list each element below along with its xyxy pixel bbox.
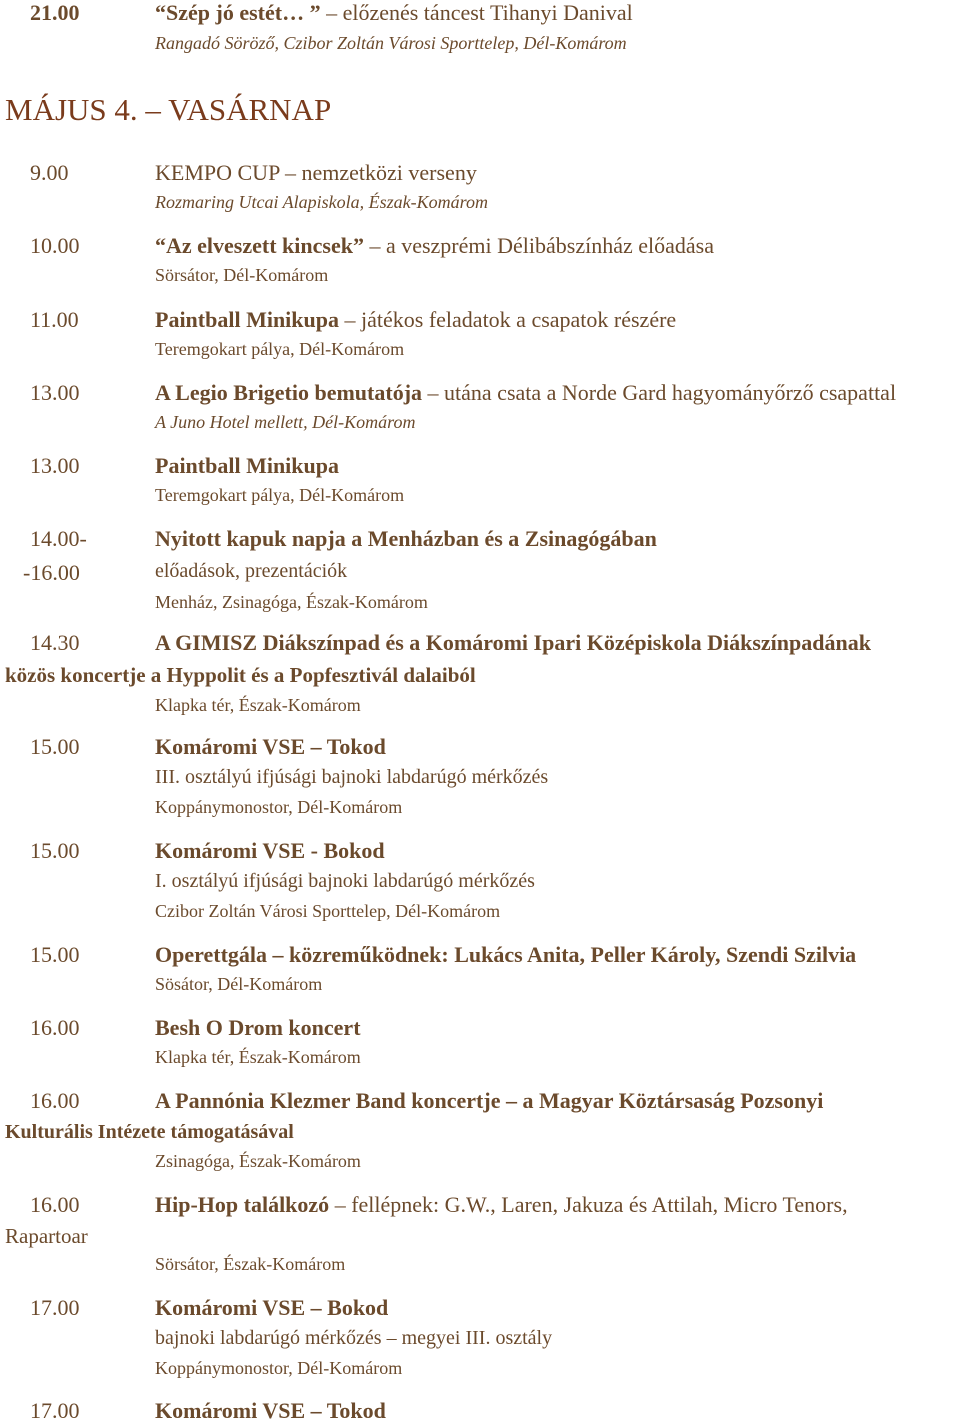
event-time: 16.00 <box>30 1088 80 1113</box>
event-time: 13.00 <box>30 453 80 478</box>
event-location: Rangadó Söröző, Czibor Zoltán Városi Sporttelep, Dél-Komárom <box>155 33 627 53</box>
event-title <box>155 1192 848 1218</box>
event-subtitle: előadások, prezentációk <box>155 560 348 582</box>
event-time: 21.00 <box>30 0 80 25</box>
event-title: Nyitott kapuk napja a Menházban és a Zsinagógában <box>155 526 657 551</box>
event-title <box>155 233 714 259</box>
event-time: 9.00 <box>30 160 69 185</box>
event-location: Rozmaring Utcai Alapiskola, Észak-Komárom <box>155 192 488 212</box>
event-title: A Pannónia Klezmer Band koncertje – a Magyar Köztársaság Pozsonyi <box>155 1088 824 1113</box>
event-title: Paintball Minikupa <box>155 453 340 478</box>
event-title: Komáromi VSE - Bokod <box>155 838 385 863</box>
event-location: Sörsátor, Dél-Komárom <box>155 265 329 285</box>
event-title: Komáromi VSE – Bokod <box>155 1295 389 1320</box>
event-title: Besh O Drom koncert <box>155 1015 361 1040</box>
event-time-end: -16.00 <box>23 560 80 585</box>
event-subtitle: I. osztályú ifjúsági bajnoki labdarúgó mérkőzés <box>155 870 535 892</box>
event-title <box>155 380 896 406</box>
event-location: Czibor Zoltán Városi Sporttelep, Dél-Komárom <box>155 901 501 921</box>
event-time: 14.30 <box>30 630 80 655</box>
event-location: Koppánymonostor, Dél-Komárom <box>155 797 403 817</box>
event-title-bold: Hip-Hop találkozó <box>155 1192 330 1217</box>
event-title-rest: – fellépnek: G.W., Laren, Jakuza és Attilah, Micro Tenors, <box>329 1192 848 1217</box>
event-title <box>155 0 633 26</box>
event-title-bold: A Legio Brigetio bemutatója <box>155 380 423 405</box>
event-location: Sörsátor, Észak-Komárom <box>155 1254 346 1274</box>
event-title <box>155 160 477 186</box>
event-title-rest: – előzenés táncest Tihanyi Danival <box>320 0 633 25</box>
event-time: 10.00 <box>30 233 80 258</box>
event-time: 11.00 <box>30 307 79 332</box>
event-title-rest: – a veszprémi Délibábszínház előadása <box>363 233 714 258</box>
event-title-bold: “Az elveszett kincsek” <box>155 233 364 258</box>
event-title-continued: közös koncertje a Hyppolit és a Popfesztivál dalaiból <box>5 663 476 687</box>
event-location: Menház, Zsinagóga, Észak-Komárom <box>155 592 428 612</box>
event-title-bold: “Szép jó estét… ” <box>155 0 321 25</box>
day-header: MÁJUS 4. – VASÁRNAP <box>5 92 332 127</box>
event-location: Koppánymonostor, Dél-Komárom <box>155 1358 403 1378</box>
event-title-rest: – nemzetközi verseny <box>279 160 477 185</box>
event-title: Komáromi VSE – Tokod <box>155 1398 386 1423</box>
event-time: 16.00 <box>30 1192 80 1217</box>
event-title-rest: – játékos feladatok a csapatok részére <box>339 307 677 332</box>
event-title-bold: Paintball Minikupa <box>155 307 340 332</box>
event-title-bold: KEMPO CUP <box>155 160 280 185</box>
event-title <box>155 307 676 333</box>
event-time: 14.00- <box>30 526 87 551</box>
event-time: 15.00 <box>30 838 80 863</box>
event-title: Komáromi VSE – Tokod <box>155 734 386 759</box>
event-location: Klapka tér, Észak-Komárom <box>155 695 361 715</box>
event-location: Teremgokart pálya, Dél-Komárom <box>155 339 405 359</box>
event-time: 16.00 <box>30 1015 80 1040</box>
event-time: 17.00 <box>30 1398 80 1423</box>
event-title: A GIMISZ Diákszínpad és a Komáromi Ipari Középiskola Diákszínpadának <box>155 630 871 655</box>
event-location: Teremgokart pálya, Dél-Komárom <box>155 485 405 505</box>
event-time: 17.00 <box>30 1295 80 1320</box>
event-subtitle: bajnoki labdarúgó mérkőzés – megyei III. osztály <box>155 1327 553 1349</box>
event-title-continued: Kulturális Intézete támogatásával <box>5 1121 294 1143</box>
event-location: Zsinagóga, Észak-Komárom <box>155 1151 361 1171</box>
event-location: Klapka tér, Észak-Komárom <box>155 1047 361 1067</box>
event-time: 15.00 <box>30 942 80 967</box>
event-time: 15.00 <box>30 734 80 759</box>
event-subtitle: III. osztályú ifjúsági bajnoki labdarúgó mérkőzés <box>155 766 549 788</box>
event-time: 13.00 <box>30 380 80 405</box>
event-title-continued: Rapartoar <box>5 1224 88 1248</box>
event-location: Sösátor, Dél-Komárom <box>155 974 323 994</box>
event-location: A Juno Hotel mellett, Dél-Komárom <box>155 412 416 432</box>
event-title-rest: – utána csata a Norde Gard hagyományőrző csapattal <box>422 380 897 405</box>
event-title: Operettgála – közreműködnek: Lukács Anita, Peller Károly, Szendi Szilvia <box>155 942 857 967</box>
